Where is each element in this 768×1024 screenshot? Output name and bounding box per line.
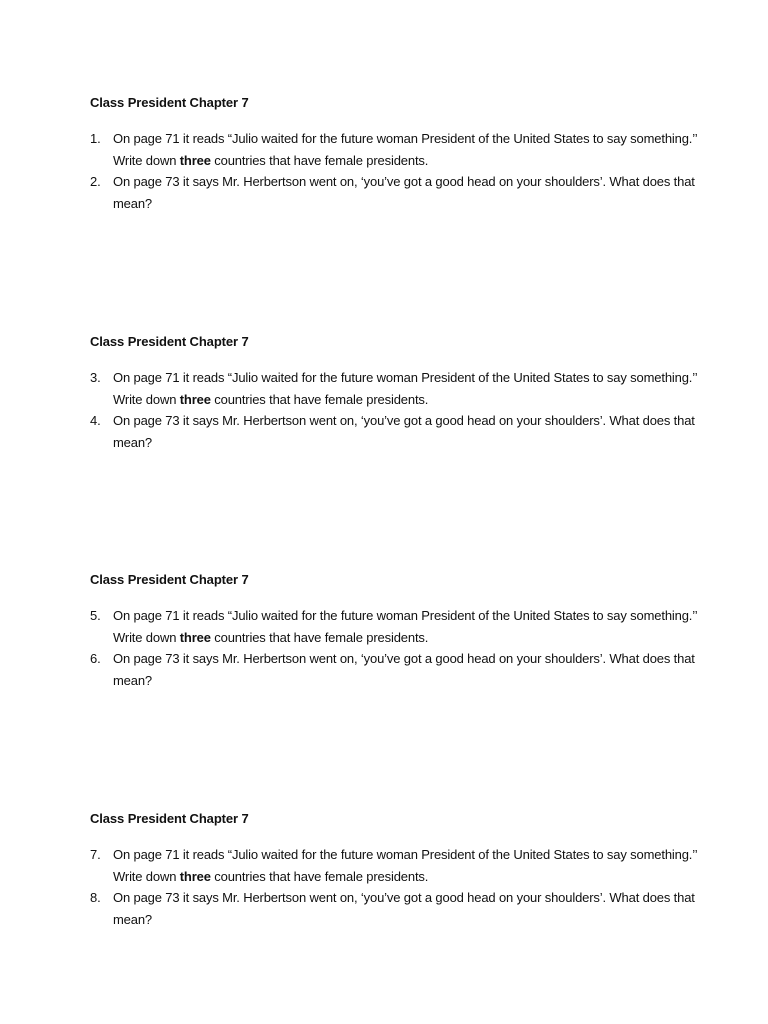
question-item xyxy=(90,171,710,214)
question-text xyxy=(113,131,697,168)
question-item xyxy=(90,887,710,930)
question-list xyxy=(90,367,710,453)
question-item xyxy=(90,367,710,410)
question-number: 3. xyxy=(90,370,101,385)
section-title: Class President Chapter 7 xyxy=(90,95,249,110)
question-text-start: On page 71 it reads “Julio waited for the future woman President of the United States to say something.’’ Write down xyxy=(113,370,698,407)
question-text-end: countries that have female presidents. xyxy=(210,152,429,168)
question-text-start: On page 71 it reads “Julio waited for the future woman President of the United States to say something.’’ Write down xyxy=(113,608,698,645)
worksheet-section xyxy=(90,571,710,691)
worksheet-section xyxy=(90,333,710,453)
question-number: 2. xyxy=(90,174,101,189)
question-number: 7. xyxy=(90,847,101,862)
question-item xyxy=(90,844,710,887)
question-item xyxy=(90,648,710,691)
question-number: 4. xyxy=(90,413,101,428)
question-emphasis: three xyxy=(179,629,211,645)
question-number: 8. xyxy=(90,890,101,905)
question-text: On page 73 it says Mr. Herbertson went on, ‘you’ve got a good head on your shoulders’. What does that mean? xyxy=(113,651,695,688)
question-text-start: On page 71 it reads “Julio waited for the future woman President of the United States to say something.’’ Write down xyxy=(113,847,698,884)
question-number: 1. xyxy=(90,131,101,146)
question-text: On page 73 it says Mr. Herbertson went on, ‘you’ve got a good head on your shoulders’. What does that mean? xyxy=(113,413,695,450)
worksheet-section xyxy=(90,94,710,214)
question-item xyxy=(90,128,710,171)
question-text xyxy=(113,608,697,645)
question-text-end: countries that have female presidents. xyxy=(210,391,429,407)
question-number: 6. xyxy=(90,651,101,666)
question-item xyxy=(90,605,710,648)
question-text-end: countries that have female presidents. xyxy=(210,868,429,884)
question-emphasis: three xyxy=(179,868,211,884)
question-text xyxy=(113,847,697,884)
section-title: Class President Chapter 7 xyxy=(90,811,249,826)
section-title: Class President Chapter 7 xyxy=(90,334,249,349)
question-text-end: countries that have female presidents. xyxy=(210,629,429,645)
question-text: On page 73 it says Mr. Herbertson went on, ‘you’ve got a good head on your shoulders’. What does that mean? xyxy=(113,174,695,211)
question-number: 5. xyxy=(90,608,101,623)
question-text-start: On page 71 it reads “Julio waited for the future woman President of the United States to say something.’’ Write down xyxy=(113,131,698,168)
question-list xyxy=(90,844,710,930)
question-list xyxy=(90,605,710,691)
question-emphasis: three xyxy=(179,391,211,407)
question-emphasis: three xyxy=(179,152,211,168)
worksheet-section xyxy=(90,810,710,930)
question-item xyxy=(90,410,710,453)
question-text xyxy=(113,370,697,407)
section-title: Class President Chapter 7 xyxy=(90,572,249,587)
question-text: On page 73 it says Mr. Herbertson went on, ‘you’ve got a good head on your shoulders’. What does that mean? xyxy=(113,890,695,927)
question-list xyxy=(90,128,710,214)
